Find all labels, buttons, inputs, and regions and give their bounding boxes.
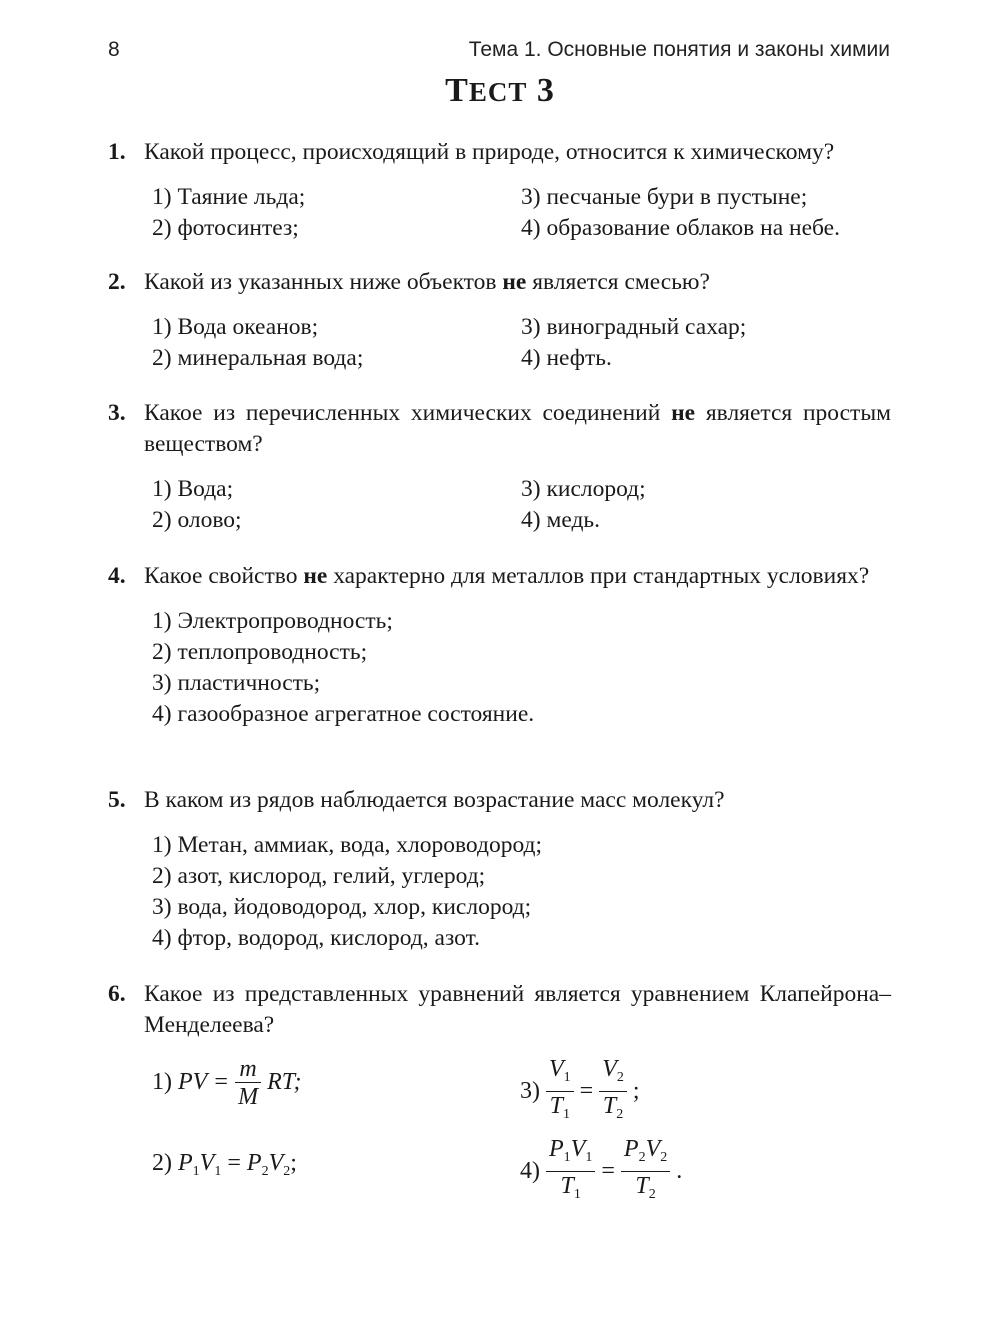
answer-options [152, 830, 891, 954]
denominator: M [238, 1084, 259, 1110]
subscript: 2 [616, 1070, 624, 1085]
title-number: 3 [536, 72, 555, 109]
question-text-part: является смесью? [526, 269, 710, 295]
answer-option: 3) вода, йодоводород, хлор, кислород; [152, 894, 532, 920]
option-label: 3) [520, 1078, 540, 1105]
denominator [621, 1172, 670, 1209]
denominator [546, 1172, 595, 1209]
answer-options [152, 606, 891, 730]
formula-symbol: V [645, 1136, 661, 1162]
formula-option-1 [152, 1056, 302, 1111]
question-text: Какой процесс, происходящий в природе, относится к химическому? [144, 139, 835, 165]
question-number: 4. [108, 563, 126, 589]
formula-option-4 [520, 1136, 682, 1209]
equals-sign: = [601, 1158, 615, 1185]
subscript: 2 [283, 1164, 291, 1179]
title-first-letter: Т [445, 72, 469, 109]
formula-part: ; [290, 1150, 297, 1176]
subscript: 2 [616, 1107, 624, 1122]
question-emphasis: не [303, 563, 328, 589]
answer-option: 1) Таяние льда; [152, 184, 306, 210]
subscript: 1 [573, 1187, 581, 1202]
title-rest: ЕСТ [468, 77, 528, 107]
numerator [546, 1136, 595, 1172]
subscript: 1 [563, 1107, 571, 1122]
answer-option: 3) песчаные бури в пустыне; [521, 184, 808, 210]
subscript: 1 [192, 1164, 200, 1179]
answer-options [152, 474, 891, 536]
answer-option: 3) кислород; [521, 476, 646, 502]
answer-option: 3) виноградный сахар; [521, 314, 747, 340]
answer-option: 2) фотосинтез; [152, 215, 299, 241]
subscript: 2 [660, 1150, 668, 1165]
question-emphasis: не [502, 269, 527, 295]
subscript: 2 [638, 1150, 646, 1165]
equals-sign: = [579, 1078, 594, 1105]
option-label: 2) [152, 1150, 172, 1176]
subscript: 1 [214, 1164, 222, 1179]
formula-part: PV = [178, 1069, 230, 1096]
question-text [144, 267, 891, 298]
question-6 [108, 979, 891, 1041]
answer-option: 2) олово; [152, 507, 242, 533]
denominator [546, 1092, 574, 1129]
formula-part: RT; [267, 1069, 302, 1096]
question-text-part: Какое свойство [144, 563, 304, 589]
numerator: m [235, 1056, 261, 1083]
formula-symbol: V [199, 1150, 215, 1176]
question-text: Какое из представленных уравнений является уравнением Клапейрона–Менделеева? [144, 981, 891, 1038]
answer-option: 4) нефть. [521, 345, 612, 371]
question-text [144, 398, 891, 460]
question-emphasis: не [671, 400, 696, 426]
answer-option: 1) Электропроводность; [152, 608, 393, 634]
answer-option: 2) азот, кислород, гелий, углерод; [152, 863, 486, 889]
numerator [621, 1136, 670, 1172]
answer-option: 3) пластичность; [152, 670, 321, 696]
answer-option: 2) теплопроводность; [152, 639, 368, 665]
subscript: 2 [261, 1164, 269, 1179]
formula-part: ; [632, 1078, 640, 1105]
answer-option: 4) образование облаков на небе. [521, 215, 840, 241]
answer-options [152, 182, 891, 244]
page-title [0, 72, 1000, 110]
numerator [546, 1056, 574, 1092]
answer-option: 1) Вода; [152, 476, 234, 502]
fraction [546, 1136, 595, 1209]
answer-option: 1) Метан, аммиак, вода, хлороводород; [152, 832, 543, 858]
answer-options [152, 312, 891, 374]
option-label: 4) [520, 1158, 540, 1185]
running-title: Тема 1. Основные понятия и законы химии [468, 38, 890, 61]
formula-symbol: V [602, 1056, 617, 1082]
subscript: 1 [563, 1150, 571, 1165]
option-label: 1) [152, 1069, 172, 1096]
formula-symbol: V [549, 1056, 564, 1082]
question-number: 6. [108, 981, 126, 1007]
formula-symbol: V [268, 1150, 284, 1176]
question-2 [108, 267, 891, 374]
equals-sign: = [221, 1150, 247, 1176]
question-text-part: Какое из перечисленных химических соединений [144, 400, 672, 426]
formula-symbol: P [246, 1150, 262, 1176]
formula-symbol: T [635, 1173, 649, 1199]
denominator [599, 1092, 627, 1129]
subscript: 1 [585, 1150, 593, 1165]
answer-option: 4) медь. [521, 507, 600, 533]
formula-symbol: T [602, 1093, 617, 1119]
formula-symbol: T [549, 1093, 564, 1119]
question-1 [108, 137, 891, 244]
answer-option: 2) минеральная вода; [152, 345, 364, 371]
formula-symbol: P [178, 1150, 193, 1176]
question-text-part: Какой из указанных ниже объектов [144, 269, 503, 295]
question-number: 2. [108, 269, 126, 295]
formula-symbol: P [549, 1136, 564, 1162]
question-number: 1. [108, 139, 126, 165]
question-3 [108, 398, 891, 536]
question-text-part: является простым веществом? [144, 400, 891, 457]
page-number: 8 [108, 38, 120, 61]
fraction [235, 1056, 261, 1111]
fraction [621, 1136, 670, 1209]
formula-part: . [676, 1158, 683, 1185]
answer-option: 4) фтор, водород, кислород, азот. [152, 925, 480, 951]
formula-symbol: T [560, 1173, 574, 1199]
formula-symbol: V [570, 1136, 586, 1162]
question-text-part: характерно для металлов при стандартных условиях? [327, 563, 870, 589]
question-4 [108, 561, 891, 730]
question-number: 5. [108, 787, 126, 813]
formula-symbol: P [623, 1136, 639, 1162]
subscript: 1 [563, 1070, 571, 1085]
answer-option: 4) газообразное агрегатное состояние. [152, 701, 535, 727]
question-5 [108, 785, 891, 954]
answer-option: 1) Вода океанов; [152, 314, 319, 340]
question-number: 3. [108, 400, 126, 426]
fraction [599, 1056, 627, 1129]
numerator [599, 1056, 627, 1092]
question-text [144, 561, 891, 592]
question-text: В каком из рядов наблюдается возрастание масс молекул? [144, 787, 725, 813]
fraction [546, 1056, 574, 1129]
subscript: 2 [648, 1187, 656, 1202]
formula-option-3 [520, 1056, 640, 1129]
formula-option-2 [152, 1150, 297, 1180]
